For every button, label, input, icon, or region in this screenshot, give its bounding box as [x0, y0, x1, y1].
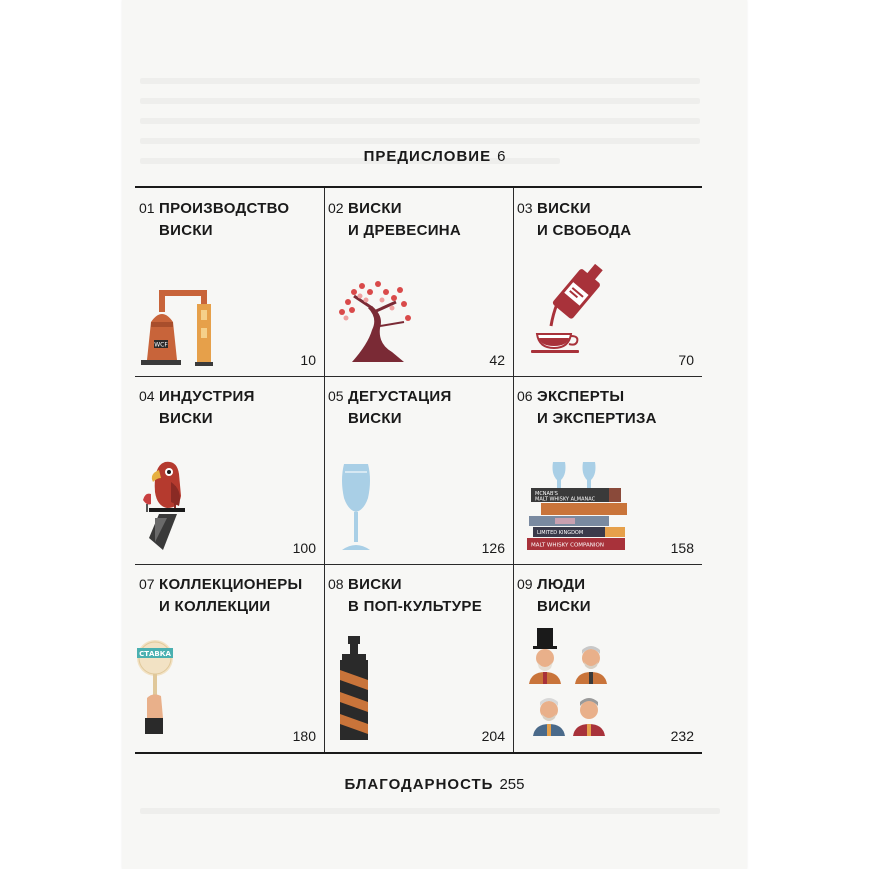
- svg-text:MALT WHISKY ALMANAC: MALT WHISKY ALMANAC: [535, 496, 596, 503]
- chapter-page: 232: [670, 728, 694, 744]
- bottle-icon: [338, 636, 370, 742]
- pouring-bottle-icon: [523, 264, 613, 364]
- svg-text:СТАВКА: СТАВКА: [139, 650, 171, 658]
- chapter-05[interactable]: [324, 376, 513, 564]
- chapter-09[interactable]: [513, 564, 702, 752]
- auction-paddle-icon: [135, 634, 185, 744]
- acknowledgements-page: 255: [499, 776, 525, 793]
- acknowledgements-heading[interactable]: [0, 776, 869, 793]
- chapter-page: 42: [489, 352, 505, 368]
- chapter-number: 04: [139, 388, 155, 404]
- chapter-number: 02: [328, 200, 344, 216]
- chapter-number: 01: [139, 200, 155, 216]
- chapter-number: 06: [517, 388, 533, 404]
- people-icon: [527, 628, 617, 740]
- chapter-page: 180: [292, 728, 316, 744]
- tasting-glass-icon: [336, 462, 376, 554]
- chapter-title: ИНДУСТРИЯ ВИСКИ: [159, 388, 255, 427]
- preface-page: 6: [497, 148, 506, 165]
- chapter-01[interactable]: [135, 188, 324, 376]
- chapter-title: ВИСКИ И СВОБОДА: [537, 200, 632, 239]
- chapter-page: 10: [300, 352, 316, 368]
- chapter-page: 158: [670, 540, 694, 556]
- svg-text:MCNAB'S: MCNAB'S: [535, 491, 558, 497]
- chapter-number: 03: [517, 200, 533, 216]
- still-icon: [137, 288, 227, 366]
- chapter-title: ЛЮДИ ВИСКИ: [537, 576, 591, 615]
- tree-icon: [334, 278, 424, 364]
- svg-text:WCF: WCF: [154, 341, 168, 349]
- chapter-number: 08: [328, 576, 344, 592]
- chapter-08[interactable]: [324, 564, 513, 752]
- chapter-07[interactable]: [135, 564, 324, 752]
- preface-heading[interactable]: [0, 148, 869, 165]
- svg-text:MALT WHISKY COMPANION: MALT WHISKY COMPANION: [531, 542, 604, 549]
- parrot-icon: [141, 452, 211, 560]
- chapter-page: 70: [678, 352, 694, 368]
- preface-title: ПРЕДИСЛОВИЕ: [363, 148, 492, 165]
- books-icon: [525, 460, 635, 556]
- chapter-title: КОЛЛЕКЦИОНЕРЫ И КОЛЛЕКЦИИ: [159, 576, 303, 615]
- chapter-03[interactable]: [513, 188, 702, 376]
- chapter-04[interactable]: [135, 376, 324, 564]
- chapter-02[interactable]: [324, 188, 513, 376]
- svg-text:LIMITED KINGDOM: LIMITED KINGDOM: [537, 530, 584, 536]
- acknowledgements-title: БЛАГОДАРНОСТЬ: [344, 776, 494, 793]
- chapter-title: ДЕГУСТАЦИЯ ВИСКИ: [348, 388, 452, 427]
- chapter-page: 204: [481, 728, 505, 744]
- chapter-number: 05: [328, 388, 344, 404]
- chapter-title: ПРОИЗВОДСТВО ВИСКИ: [159, 200, 290, 239]
- chapter-number: 07: [139, 576, 155, 592]
- chapter-title: ЭКСПЕРТЫ И ЭКСПЕРТИЗА: [537, 388, 657, 427]
- contents-grid: [135, 186, 702, 754]
- chapter-title: ВИСКИ В ПОП-КУЛЬТУРЕ: [348, 576, 483, 615]
- chapter-page: 126: [481, 540, 505, 556]
- chapter-06[interactable]: [513, 376, 702, 564]
- chapter-title: ВИСКИ И ДРЕВЕСИНА: [348, 200, 462, 239]
- chapter-page: 100: [292, 540, 316, 556]
- chapter-number: 09: [517, 576, 533, 592]
